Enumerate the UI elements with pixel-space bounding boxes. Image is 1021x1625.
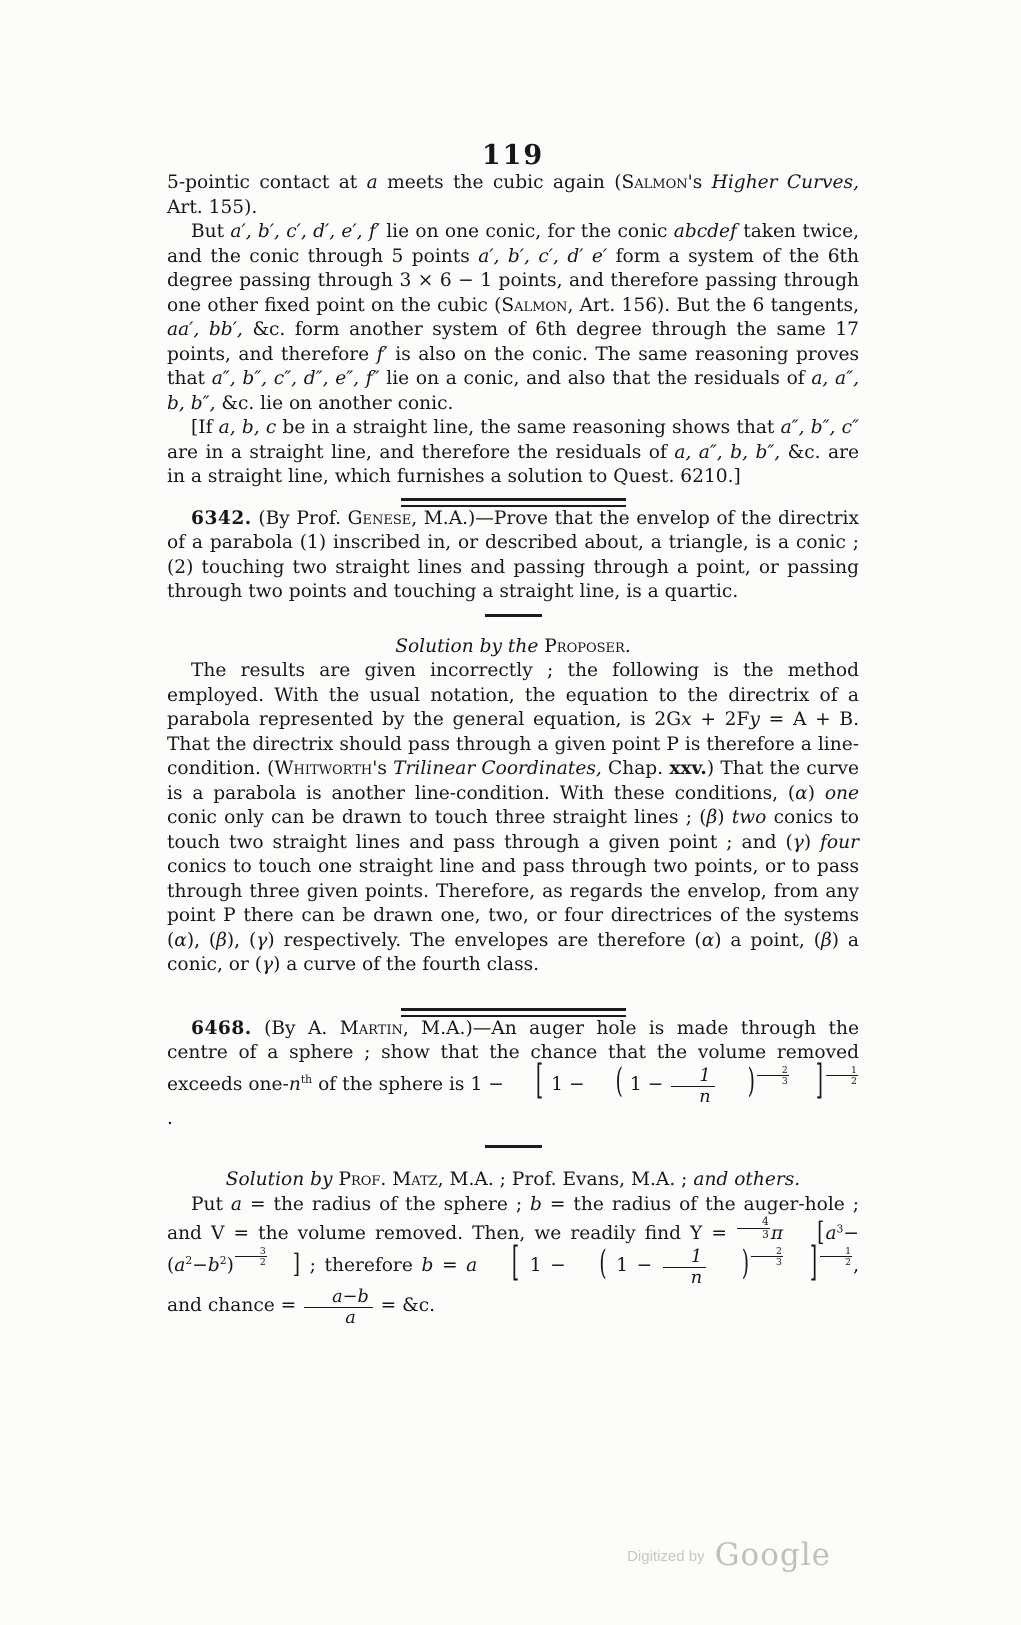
watermark-prefix: Digitized by [627,1548,705,1565]
double-rule-separator-2 [401,1008,626,1017]
page-number: 119 [481,140,545,171]
short-rule-separator [485,614,542,617]
solution-6342-heading: Solution by the Proposer. [395,635,631,657]
question-6342: 6342. (By Prof. Genese, M.A.)—Prove that the envelop of the directrix of a parabola (1) inscribed in, or described about, a triangle, is a conic ; (2) touching two straight lines and passing through a point, or passing through two points and touching a straight line, is a quartic. [167,507,859,602]
question-6468: 6468. (By A. Martin, M.A.)—An auger hole is made through the centre of a sphere ; show that the chance that the volume removed exceeds one-$n^{th}$ of the sphere is 1 − [ 1 − ( 1 − $\frac{1}{n}$ ) $\frac{2}{3}$ ] $\frac{1}{2}$ . [167,1017,859,1129]
solution-6468-body: Put a = the radius of the sphere ; b = the radius of the auger-hole ; and V = the volume removed. Then, we readily find Y = $\frac{4}{3}$ π [$a^3-(a^2-b^2)$ $\frac{3}{2}$ ] ; therefore b = a [ 1 − ( 1 − $\frac{1}{n}$ ) $\frac{2}{3}$ ] $\frac{1}{2}$ , and chance = $\frac{a-b}{a}$ = &c. [167,1193,859,1329]
solution-6468-heading: Solution by Prof. Matz, M.A. ; Prof. Evans, M.A. ; and others. [225,1169,801,1191]
google-logo: Google [714,1537,831,1573]
conic-system-paragraph: But a′, b′, c′, d′, e′, f′ lie on one conic, for the conic abcdef taken twice, and the conic through 5 points a′, b′, c′, d′ e′ form a system of the 6th degree passing through 3 × 6 − 1 points, and therefore passing through one other fixed point on the cubic (Salmon, Art. 156). But the 6 tangents, aa′, bb′, &c. form another system of 6th degree through the same 17 points, and therefore f′ is also on the conic. The same reasoning proves that a″, b″, c″, d″, e″, f″ lie on a conic, and also that the residuals of a, a″, b, b″, &c. lie on another conic. [167,221,859,414]
short-rule-separator-2 [485,1145,542,1148]
bracketed-note-paragraph: [If a, b, c be in a straight line, the same reasoning shows that a″, b″, c″ are in a straight line, and therefore the residuals of a, a″, b, b″, &c. are in a straight line, which furnishes a solution to Quest. 6210.] [167,417,859,487]
text-column [167,141,859,1328]
solution-6342-body: The results are given incorrectly ; the following is the method employed. With the usual notation, the equation to the directrix of a parabola represented by the general equation, is 2Gx + 2Fy = A + B. That the directrix should pass through a given point P is therefore a line-condition. (Whitworth's Trilinear Coordinates, Chap. xxv.) That the curve is a parabola is another line-condition. With these conditions, (α) one conic only can be drawn to touch three straight lines ; (β) two conics to touch two straight lines and pass through a given point ; and (γ) four conics to touch one straight line and pass through two points, or to pass through three given points. Therefore, as regards the envelop, from any point P there can be drawn one, two, or four directrices of the systems (α), (β), (γ) respectively. The envelopes are therefore (α) a point, (β) a conic, or (γ) a curve of the fourth class. [167,660,860,975]
continuation-paragraph: 5-pointic contact at a meets the cubic again (Salmon's Higher Curves, Art. 155). [167,172,859,218]
digitized-by-watermark [627,1537,831,1573]
double-rule-separator [401,498,626,507]
